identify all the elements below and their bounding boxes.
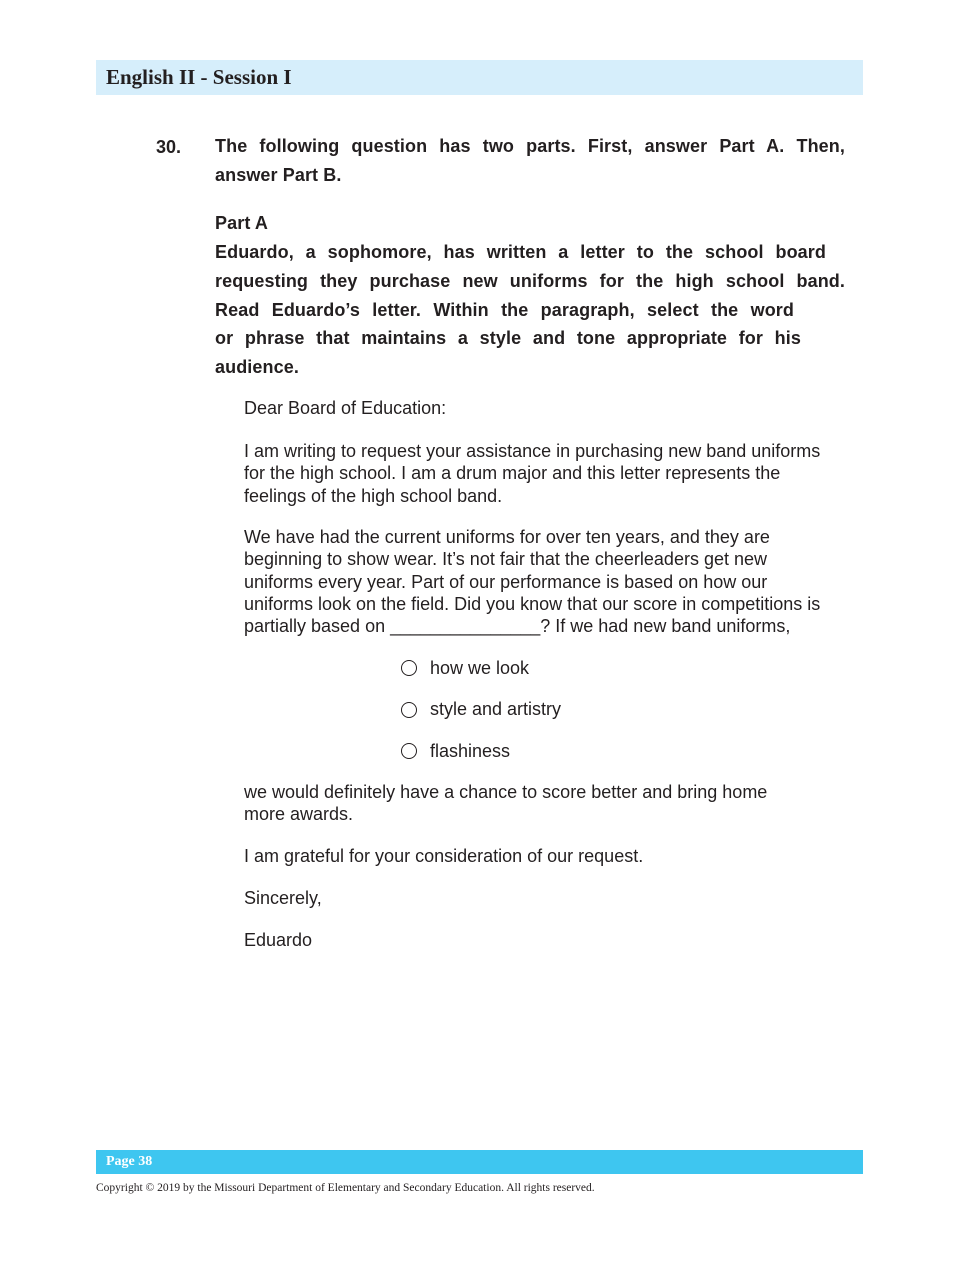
question-intro-line: The following question has two parts. First, answer Part A. Then, [215,136,845,156]
part-a-label: Part A [215,213,268,233]
radio-button-icon[interactable] [401,702,417,718]
letter-line: feelings of the high school band. [244,485,503,506]
answer-choice-label: how we look [430,657,530,678]
letter-line: more awards. [244,804,354,825]
part-a-line: Eduardo, a sophomore, has written a letter to the school board [215,242,826,262]
radio-button-icon[interactable] [401,743,417,759]
part-a-instructions [215,238,845,382]
letter-line: we would definitely have a chance to score better and bring home [244,782,768,802]
question-intro [215,132,845,190]
session-header [96,60,863,95]
answer-choice[interactable] [400,656,561,680]
letter-signoff: Sincerely, [244,888,322,908]
question-number: 30. [156,137,182,157]
part-a-line: audience. [215,357,299,378]
answer-choices [400,656,561,781]
letter-line: uniforms look on the field. Did you know that our score in competitions is [244,593,821,614]
answer-choice[interactable] [400,739,561,763]
part-a-line: or phrase that maintains a style and tone appropriate for his [215,328,801,349]
letter-line: beginning to show wear. It’s not fair that the cheerleaders get new [244,549,767,570]
radio-button-icon[interactable] [401,660,417,676]
page-footer-bar [96,1150,863,1174]
letter-closing-paragraph: I am grateful for your consideration of our request. [244,846,644,866]
letter-paragraph-1 [244,440,864,507]
page-number: Page 38 [106,1154,153,1169]
copyright-notice: Copyright © 2019 by the Missouri Department of Elementary and Secondary Education. All rights reserved. [96,1182,595,1194]
answer-choice-label: style and artistry [430,699,562,719]
part-a-line: Read Eduardo’s letter. Within the paragraph, select the word [215,299,794,320]
letter-paragraph-3 [244,781,864,826]
letter-line: I am writing to request your assistance in purchasing new band uniforms [244,441,821,461]
answer-choice-label: flashiness [430,740,511,761]
part-a-line: requesting they purchase new uniforms for the high school band. [215,270,845,291]
question-intro-line: answer Part B. [215,164,342,185]
letter-paragraph-2 [244,526,864,637]
letter-line-with-blank: partially based on _______________? If we had new band uniforms, [244,616,791,637]
letter-line: for the high school. I am a drum major and this letter represents the [244,463,781,484]
letter-salutation: Dear Board of Education: [244,398,447,418]
answer-choice[interactable] [400,698,561,722]
session-title: English II - Session I [106,65,292,89]
letter-signature: Eduardo [244,930,313,950]
letter-line: We have had the current uniforms for over ten years, and they are [244,527,770,547]
letter-line: uniforms every year. Part of our performance is based on how our [244,571,768,592]
